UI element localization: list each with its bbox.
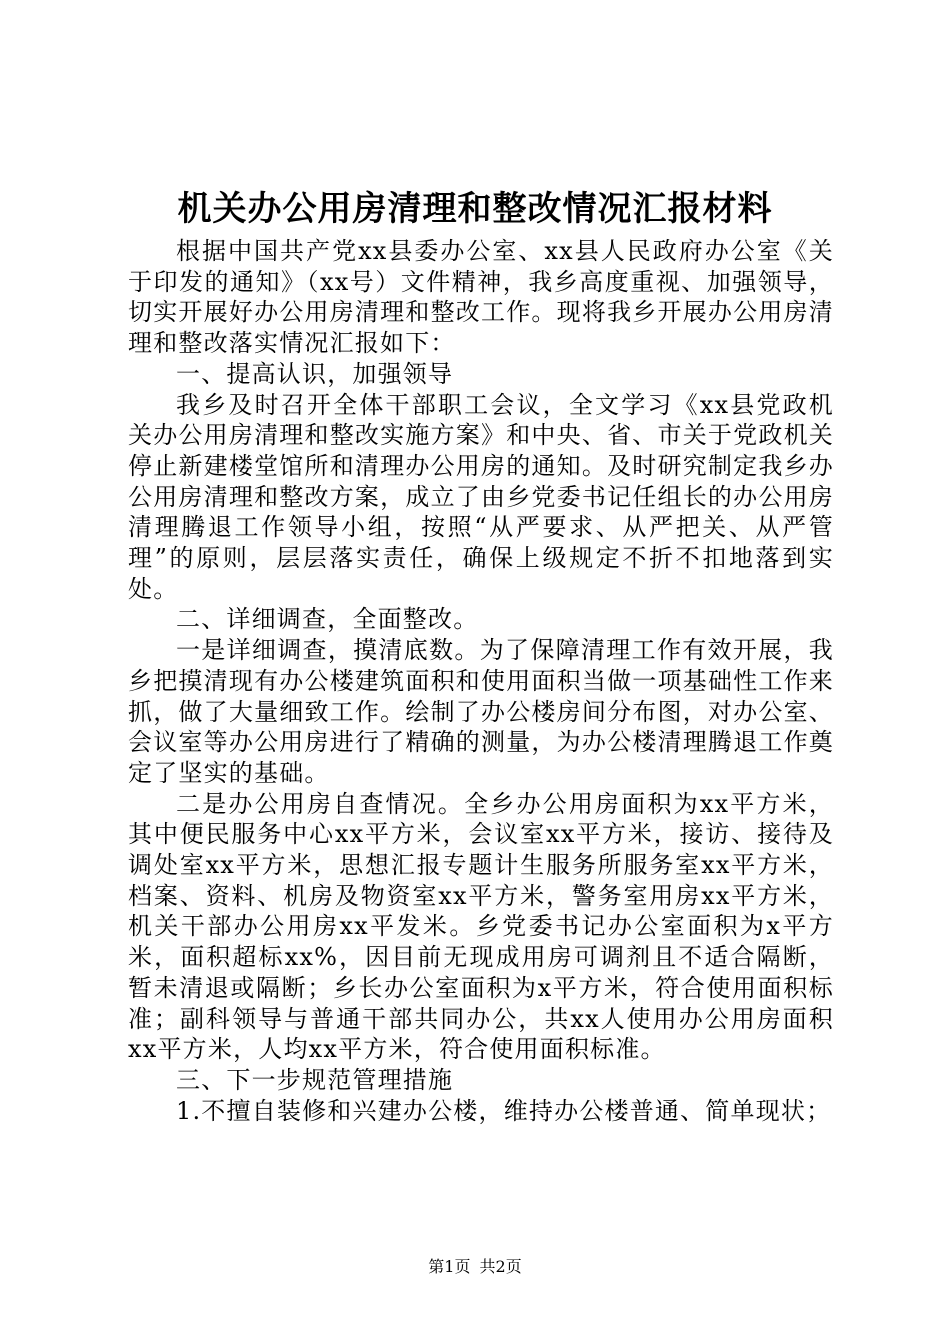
section-heading-3: 三、下一步规范管理措施 <box>176 1065 454 1094</box>
paragraph-intro: 根据中国共产党xx县委办公室、xx县人民政府办公室《关于印发的通知》（xx号）文件精神，我乡高度重视、加强领导，切实开展好办公用房清理和整改工作。现将我乡开展办公用房清理和整改落实情况汇报如下： <box>128 237 834 358</box>
paragraph-measure-1: 1.不擅自装修和兴建办公楼，维持办公楼普通、简单现状； <box>176 1096 832 1125</box>
document-body <box>128 236 834 1126</box>
document-title: 机关办公用房清理和整改情况汇报材料 <box>177 189 773 229</box>
paragraph-self-check: 二是办公用房自查情况。全乡办公用房面积为xx平方米，其中便民服务中心xx平方米，会议室xx平方米，接访、接待及调处室xx平方米，思想汇报专题计生服务所服务室xx平方米，档案、资料、机房及物资室xx平方米，警务室用房xx平方米，机关干部办公用房xx平发米。乡党委书记办公室面积为x平方米，面积超标xx%，因目前无现成用房可调剂且不适合隔断，暂未清退或隔断；乡长办公室面积为x平方米，符合使用面积标准；副科领导与普通干部共同办公，共xx人使用办公用房面积xx平方米，人均xx平方米，符合使用面积标准。 <box>128 789 834 1064</box>
paragraph-section-1: 我乡及时召开全体干部职工会议，全文学习《xx县党政机关办公用房清理和整改实施方案》和中央、省、市关于党政机关停止新建楼堂馆所和清理办公用房的通知。及时研究制定我乡办公用房清理和整改方案，成立了由乡党委书记任组长的办公用房清理腾退工作领导小组，按照“从严要求、从严把关、从严管理”的原则，层层落实责任，确保上级规定不折不扣地落到实处。 <box>128 390 834 603</box>
section-heading-1: 一、提高认识，加强领导 <box>176 359 454 388</box>
page-footer <box>0 1256 950 1278</box>
page-total: 共2页 <box>479 1257 522 1276</box>
paragraph-investigation: 一是详细调查，摸清底数。为了保障清理工作有效开展，我乡把摸清现有办公楼建筑面积和使用面积当做一项基础性工作来抓，做了大量细致工作。绘制了办公楼房间分布图，对办公室、会议室等办公用房进行了精确的测量，为办公楼清理腾退工作奠定了坚实的基础。 <box>128 636 834 787</box>
page-number: 第1页 <box>428 1257 471 1276</box>
section-heading-2: 二、详细调查，全面整改。 <box>176 605 479 634</box>
